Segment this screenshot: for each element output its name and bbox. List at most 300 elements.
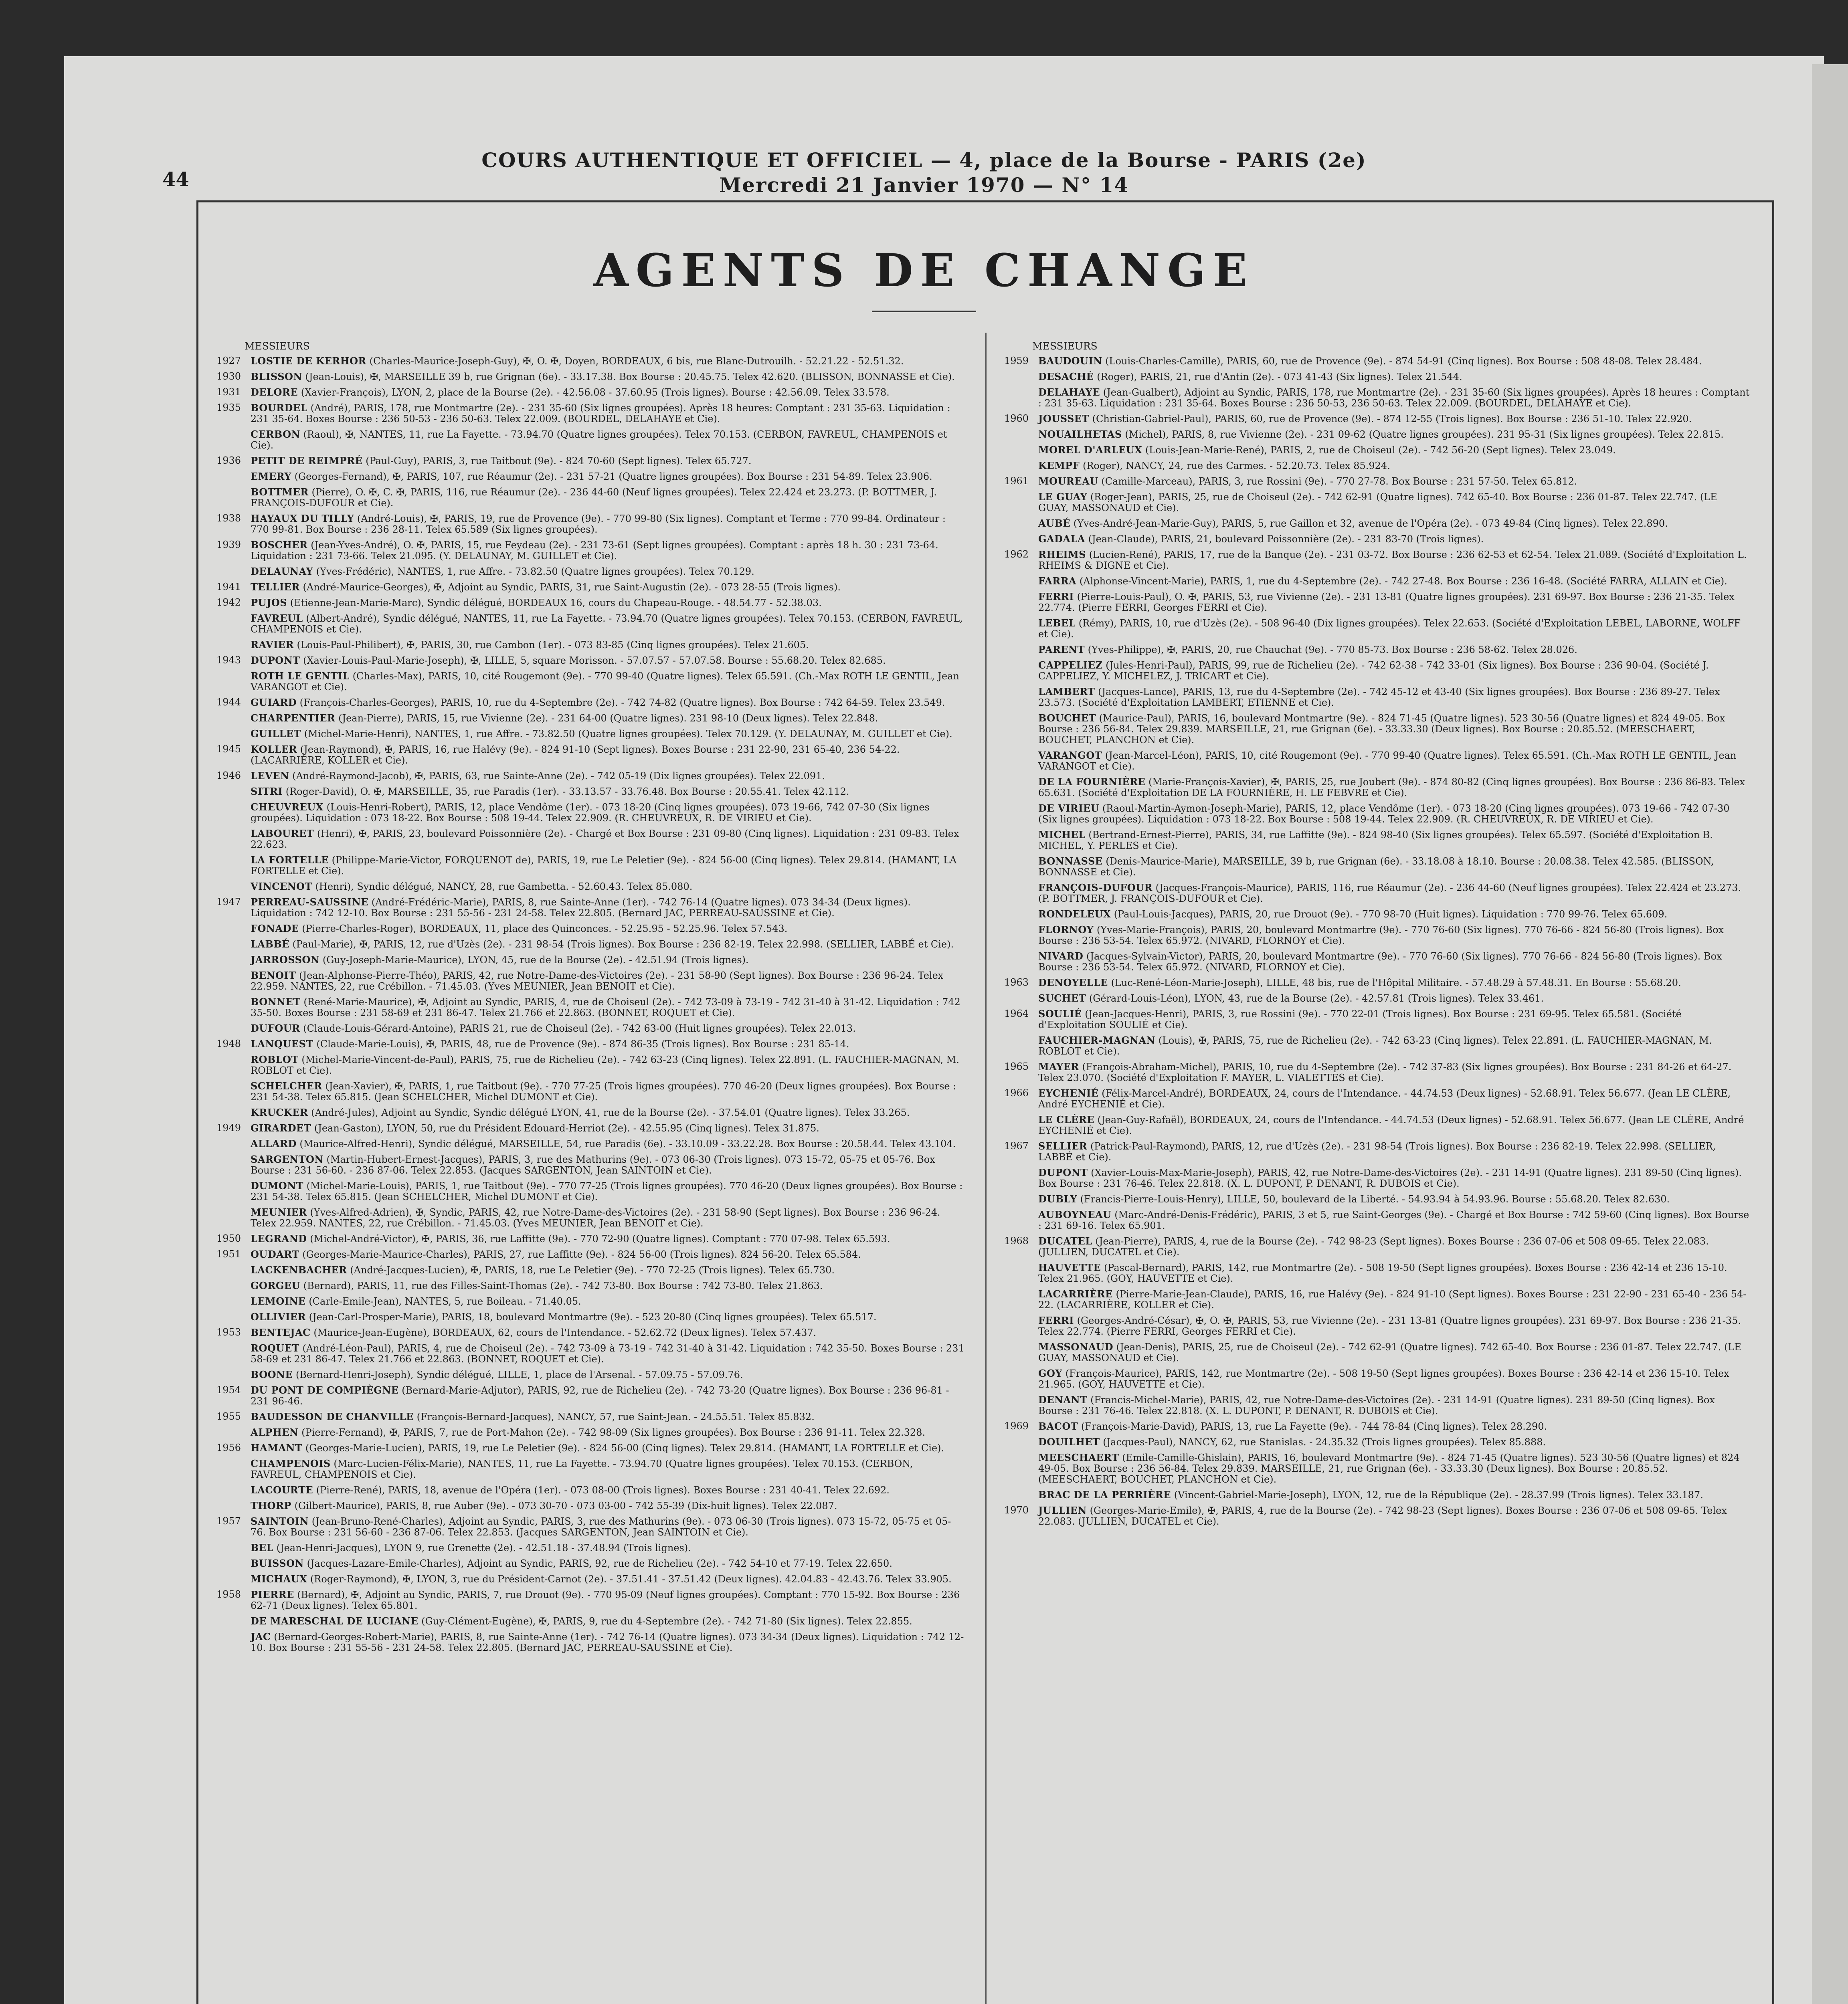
broker-entry — [1004, 576, 1750, 587]
broker-name: BUISSON — [251, 1558, 304, 1569]
right-column — [1004, 341, 1750, 1531]
broker-name: ROQUET — [251, 1342, 299, 1354]
broker-details: (Xavier-François), LYON, 2, place de la Bourse (2e). - 42.56.08 - 37.60.95 (Trois lignes). Bourse : 42.56.09. Telex 33.578. — [301, 387, 890, 398]
broker-entry — [1004, 1421, 1750, 1432]
broker-entry — [216, 786, 966, 797]
broker-details: (Xavier-Louis-Max-Marie-Joseph), PARIS, 42, rue Notre-Dame-des-Victoires (2e). - 231 14-91 (Quatre lignes). 231 89-50 (Cinq lignes). Box Bourse : 231 76-46. Telex 22.818. (X. L. DUPONT, P. DENANT, R. DUBOIS et Cie). — [1038, 1167, 1742, 1189]
broker-entry — [216, 356, 966, 367]
broker-name: PIERRE — [251, 1589, 294, 1600]
broker-entry — [1004, 1452, 1750, 1485]
broker-details: (Maurice-Alfred-Henri), Syndic délégué, MARSEILLE, 54, rue Paradis (6e). - 33.10.09 - 33.22.28. Box Bourse : 20.58.44. Telex 43.104. — [299, 1138, 956, 1149]
broker-details: (Jean-Guy-Rafaël), BORDEAUX, 24, cours de l'Intendance. - 44.74.53 (Deux lignes) - 52.68.91. Telex 56.677. (Jean LE CLÈRE, André EYCHENIÉ et Cie). — [1038, 1114, 1744, 1136]
broker-entry — [216, 1500, 966, 1511]
broker-entry — [216, 387, 966, 398]
broker-name: JARROSSON — [251, 954, 320, 966]
broker-name: CHAMPENOIS — [251, 1458, 331, 1469]
broker-entry — [216, 1485, 966, 1496]
broker-name: CHARPENTIER — [251, 712, 336, 724]
broker-name: KRUCKER — [251, 1107, 308, 1118]
broker-name: VINCENOT — [251, 881, 312, 892]
broker-details: (René-Marie-Maurice), ✠, Adjoint au Syndic, PARIS, 4, rue de Choiseul (2e). - 742 73-09 à 73-19 - 742 31-40 à 31-42. Liquidation : 742 35-50. Boxes Bourse : 231 58-69 et 231 86-47. Telex 21.766 et 22.863. (BONNET, ROQUET et Cie). — [251, 996, 960, 1018]
entry-year: 1967 — [1004, 1140, 1029, 1151]
broker-name: EMERY — [251, 471, 291, 482]
broker-entry — [216, 1107, 966, 1118]
broker-name: DUBLY — [1038, 1193, 1077, 1205]
broker-name: FLORNOY — [1038, 924, 1094, 935]
entry-year: 1950 — [216, 1233, 241, 1244]
broker-details: (Paul-Guy), PARIS, 3, rue Taitbout (9e). - 824 70-60 (Sept lignes). Telex 65.727. — [366, 455, 752, 467]
broker-name: SARGENTON — [251, 1154, 324, 1165]
broker-details: (Paul-Marie), ✠, PARIS, 12, rue d'Uzès (2e). - 231 98-54 (Trois lignes). Box Bourse : 236 82-19. Telex 22.998. (SELLIER, LABBÉ et Cie). — [292, 939, 954, 950]
broker-name: LAMBERT — [1038, 686, 1095, 697]
entry-year: 1938 — [216, 513, 241, 524]
broker-name: DUPONT — [1038, 1167, 1088, 1178]
broker-entry — [216, 1023, 966, 1034]
broker-name: DUMONT — [251, 1180, 304, 1192]
broker-name: LEBEL — [1038, 617, 1076, 629]
broker-details: (François-Maurice), PARIS, 142, rue Montmartre (2e). - 508 19-50 (Sept lignes groupées). Boxes Bourse : 236 42-14 et 236 15-10. Telex 21.965. (GOY, HAUVETTE et Cie). — [1038, 1368, 1729, 1390]
broker-entry — [216, 1369, 966, 1380]
broker-name: FARRA — [1038, 575, 1077, 587]
broker-entry — [1004, 713, 1750, 745]
broker-entry — [216, 671, 966, 693]
broker-entry — [216, 881, 966, 892]
broker-entry — [1004, 1368, 1750, 1390]
broker-details: (Jean-Yves-André), O. ✠, PARIS, 15, rue Feydeau (2e). - 231 73-61 (Sept lignes groupées). Comptant : après 18 h. 30 : 231 73-64. Liquidation : 231 73-66. Telex 21.095. (Y. DELAUNAY, M. GUILLET et Cie). — [251, 539, 938, 562]
broker-entry — [216, 566, 966, 577]
broker-entry — [1004, 1061, 1750, 1083]
broker-entry — [1004, 1262, 1750, 1284]
entry-year: 1962 — [1004, 549, 1029, 560]
broker-name: DESACHÉ — [1038, 371, 1094, 382]
broker-details: (Francis-Michel-Marie), PARIS, 42, rue Notre-Dame-des-Victoires (2e). - 231 14-91 (Quatre lignes). 231 89-50 (Cinq lignes). Box Bourse : 231 76-46. Telex 22.818. (X. L. DUPONT, P. DENANT, R. DUBOIS et Cie). — [1038, 1394, 1715, 1416]
broker-entry — [1004, 1489, 1750, 1501]
broker-entry — [216, 1343, 966, 1365]
broker-name: DE MARESCHAL DE LUCIANE — [251, 1615, 419, 1627]
broker-details: (Claude-Marie-Louis), ✠, PARIS, 48, rue de Provence (9e). - 874 86-35 (Trois lignes). Box Bourse : 231 85-14. — [316, 1038, 849, 1050]
broker-entry — [216, 855, 966, 877]
broker-entry — [1004, 1436, 1750, 1448]
broker-name: BONNET — [251, 996, 301, 1008]
broker-entry — [1004, 882, 1750, 904]
broker-name: PETIT DE REIMPRÉ — [251, 455, 363, 467]
broker-entry — [1004, 491, 1750, 513]
broker-details: (Marc-Lucien-Félix-Marie), NANTES, 11, rue La Fayette. - 73.94.70 (Quatre lignes groupées). Telex 70.153. (CERBON, FAVREUL, CHAMPENOIS et Cie). — [251, 1458, 913, 1480]
broker-entry — [1004, 476, 1750, 487]
broker-entry — [1004, 1209, 1750, 1231]
broker-entry — [1004, 1289, 1750, 1311]
broker-name: THORP — [251, 1500, 291, 1511]
broker-entry — [1004, 1035, 1750, 1057]
broker-details: (André-Jacques-Lucien), ✠, PARIS, 18, rue Le Peletier (9e). - 770 72-25 (Trois lignes). Telex 65.730. — [350, 1265, 835, 1276]
entry-year: 1930 — [216, 371, 241, 382]
header-line-1: COURS AUTHENTIQUE ET OFFICIEL — 4, place de la Bourse - PARIS (2e) — [481, 148, 1367, 172]
broker-details: (Bernard-Henri-Joseph), Syndic délégué, LILLE, 1, place de l'Arsenal. - 57.09.75 - 57.09.76. — [295, 1369, 743, 1380]
entry-year: 1970 — [1004, 1505, 1029, 1516]
broker-entry — [1004, 1194, 1750, 1205]
broker-entry — [216, 487, 966, 509]
broker-name: BOONE — [251, 1369, 293, 1380]
broker-details: (Claude-Louis-Gérard-Antoine), PARIS 21, rue de Choiseul (2e). - 742 63-00 (Huit lignes groupées). Telex 22.013. — [303, 1023, 856, 1034]
broker-entry — [1004, 1088, 1750, 1110]
entry-year: 1951 — [216, 1248, 241, 1260]
entry-year: 1964 — [1004, 1008, 1029, 1019]
broker-entry — [216, 1296, 966, 1307]
broker-entry — [216, 1233, 966, 1244]
entry-year: 1935 — [216, 402, 241, 413]
broker-details: (Jean-Alphonse-Pierre-Théo), PARIS, 42, rue Notre-Dame-des-Victoires (2e). - 231 58-90 (Sept lignes). Box Bourse : 236 96-24. Telex 22.959. NANTES, 22, rue Crébillon. - 71.45.03. (Yves MEUNIER, Jean BENOIT et Cie). — [251, 970, 944, 992]
broker-entry — [1004, 1394, 1750, 1416]
broker-name: SITRI — [251, 786, 283, 797]
broker-entry — [216, 597, 966, 608]
broker-details: (Henri), Syndic délégué, NANCY, 28, rue Gambetta. - 52.60.43. Telex 85.080. — [315, 881, 693, 892]
broker-details: (Lucien-René), PARIS, 17, rue de la Banque (2e). - 231 03-72. Box Bourse : 236 62-53 et 62-54. Telex 21.089. (Société d'Exploitation L. RHEIMS & DIGNE et Cie). — [1038, 549, 1747, 571]
broker-details: (Gérard-Louis-Léon), LYON, 43, rue de la Bourse (2e). - 42.57.81 (Trois lignes). Telex 33.461. — [1089, 993, 1544, 1004]
column-separator — [985, 333, 987, 2004]
broker-details: (Bernard-Georges-Robert-Marie), PARIS, 8, rue Sainte-Anne (1er). - 742 76-14 (Quatre lignes). 073 34-34 (Deux lignes). Liquidation : 742 12-10. Box Bourse : 231 55-56 - 231 24-58. Telex 22.805. (Bernard JAC, PERREAU-SAUSSINE et Cie). — [251, 1631, 964, 1653]
broker-name: LACOURTE — [251, 1484, 313, 1496]
broker-details: (Félix-Marcel-André), BORDEAUX, 24, cours de l'Intendance. - 44.74.53 (Deux lignes) - 52.68.91. Telex 56.677. (Jean LE CLÈRE, André EYCHENIÉ et Cie). — [1038, 1088, 1731, 1110]
broker-entry — [216, 1574, 966, 1585]
broker-details: (Georges-Marie-Maurice-Charles), PARIS, 27, rue Laffitte (9e). - 824 56-00 (Trois lignes). 824 56-20. Telex 65.584. — [302, 1249, 861, 1260]
broker-name: BAUDOUIN — [1038, 355, 1102, 367]
broker-name: FERRI — [1038, 1315, 1074, 1326]
broker-entry — [216, 713, 966, 724]
broker-name: CAPPELIEZ — [1038, 659, 1103, 671]
broker-name: DE VIRIEU — [1038, 802, 1100, 814]
broker-details: (Jacques-François-Maurice), PARIS, 116, rue Réaumur (2e). - 236 44-60 (Neuf lignes groupées). Telex 22.424 et 23.273. (P. BOTTMER, J. FRANÇOIS-DUFOUR et Cie). — [1038, 882, 1741, 904]
broker-details: (Jacques-Sylvain-Victor), PARIS, 20, boulevard Montmartre (9e). - 770 76-60 (Six lignes). 770 76-66 - 824 56-80 (Trois lignes). Box Bourse : 236 53-54. Telex 65.972. (NIVARD, FLORNOY et Cie). — [1038, 951, 1722, 973]
broker-entry — [216, 471, 966, 482]
broker-entry — [1004, 660, 1750, 682]
broker-details: (Denis-Maurice-Marie), MARSEILLE, 39 b, rue Grignan (6e). - 33.18.08 à 18.10. Bourse : 20.08.38. Telex 42.585. (BLISSON, BONNASSE et Cie). — [1038, 856, 1714, 878]
broker-details: (Rémy), PARIS, 10, rue d'Uzès (2e). - 508 96-40 (Dix lignes groupées). Telex 22.653. (Société d'Exploitation LEBEL, LABORNE, WOLFF et Cie). — [1038, 618, 1741, 640]
entry-year: 1963 — [1004, 977, 1029, 988]
entry-year: 1956 — [216, 1442, 241, 1453]
broker-entry — [216, 970, 966, 992]
broker-entry — [1004, 1236, 1750, 1258]
broker-entry — [216, 402, 966, 424]
broker-details: (Pierre-René), PARIS, 18, avenue de l'Opéra (1er). - 073 08-00 (Trois lignes). Boxes Bourse : 231 40-41. Telex 22.692. — [316, 1485, 890, 1496]
broker-details: (Jacques-Paul), NANCY, 62, rue Stanislas. - 24.35.32 (Trois lignes groupées). Telex 85.888. — [1103, 1436, 1546, 1448]
broker-name: SAINTOIN — [251, 1515, 309, 1527]
broker-entry — [1004, 429, 1750, 440]
broker-details: (Michel-Marie-Louis), PARIS, 1, rue Taitbout (9e). - 770 77-25 (Trois lignes groupées). 770 46-20 (Deux lignes groupées). Box Bourse : 231 54-38. Telex 65.815. (Jean SCHELCHER, Michel DUMONT et Cie). — [251, 1180, 963, 1202]
broker-name: MEESCHAERT — [1038, 1452, 1119, 1463]
page-title: AGENTS DE CHANGE — [593, 244, 1255, 297]
broker-name: VARANGOT — [1038, 749, 1102, 761]
broker-name: DUFOUR — [251, 1022, 300, 1034]
broker-details: (Marc-André-Denis-Frédéric), PARIS, 3 et 5, rue Saint-Georges (9e). - Chargé et Box Bourse : 742 59-60 (Cinq lignes). Box Bourse : 231 69-16. Telex 65.901. — [1038, 1209, 1749, 1231]
broker-entry — [216, 1207, 966, 1229]
broker-details: (André-Jules), Adjoint au Syndic, Syndic délégué LYON, 41, rue de la Bourse (2e). - 37.54.01 (Quatre lignes). Telex 33.265. — [311, 1107, 910, 1118]
entry-year: 1965 — [1004, 1061, 1029, 1072]
column-heading: MESSIEURS — [1032, 340, 1098, 352]
broker-details: (Raoul-Martin-Aymon-Joseph-Marie), PARIS, 12, place Vendôme (1er). - 073 18-20 (Cinq lignes groupées). 073 19-66 - 742 07-30 (Six lignes groupées). Liquidation : 073 18-22. Box Bourse : 508 19-44. Telex 22.909. (R. CHEUVREUX, R. DE VIRIEU et Cie). — [1038, 803, 1730, 825]
broker-details: (François-Abraham-Michel), PARIS, 10, rue du 4-Septembre (2e). - 742 37-83 (Six lignes groupées). Box Bourse : 231 84-26 et 64-27. Telex 23.070. (Société d'Exploitation F. MAYER, L. VIALETTES et Cie). — [1038, 1061, 1732, 1083]
broker-details: (Michel), PARIS, 8, rue Vivienne (2e). - 231 09-62 (Quatre lignes groupées). 231 95-31 (Six lignes groupées). Telex 22.815. — [1125, 429, 1724, 440]
broker-name: BENOIT — [251, 970, 296, 981]
broker-entry — [1004, 1008, 1750, 1030]
broker-name: DELORE — [251, 386, 298, 398]
broker-entry — [1004, 387, 1750, 409]
broker-name: ALLARD — [251, 1138, 297, 1149]
broker-name: BOURDEL — [251, 402, 307, 414]
entry-year: 1957 — [216, 1515, 241, 1527]
broker-details: (Georges-Marie-Emile), ✠, PARIS, 4, rue de la Bourse (2e). - 742 98-23 (Sept lignes). Boxes Bourse : 236 07-06 et 508 09-65. Telex 22.083. (JULLIEN, DUCATEL et Cie). — [1038, 1505, 1727, 1527]
broker-name: LANQUEST — [251, 1038, 313, 1050]
broker-entry — [216, 1265, 966, 1276]
broker-details: (Maurice-Paul), PARIS, 16, boulevard Montmartre (9e). - 824 71-45 (Quatre lignes). 523 30-56 (Quatre lignes) et 824 49-05. Box Bourse : 236 56-84. Telex 29.839. MARSEILLE, 21, rue Grignan (6e). - 33.33.30 (Deux lignes). Box Bourse : 20.85.52. (MEESCHAERT, BOUCHET, PLANCHON et Cie). — [1038, 713, 1725, 745]
entry-year: 1942 — [216, 597, 241, 608]
broker-name: MOREL D'ARLEUX — [1038, 444, 1142, 456]
broker-entry — [216, 429, 966, 451]
broker-name: SOULIÉ — [1038, 1008, 1082, 1020]
broker-details: (Jean-Henri-Jacques), LYON 9, rue Grenette (2e). - 42.51.18 - 37.48.94 (Trois lignes). — [276, 1542, 691, 1554]
broker-entry — [216, 1542, 966, 1554]
broker-name: KOLLER — [251, 743, 297, 755]
broker-details: (Gilbert-Maurice), PARIS, 8, rue Auber (9e). - 073 30-70 - 073 03-00 - 742 55-39 (Dix-huit lignes). Telex 22.087. — [294, 1500, 837, 1511]
broker-details: (Jean-Pierre), PARIS, 4, rue de la Bourse (2e). - 742 98-23 (Sept lignes). Boxes Bourse : 236 07-06 et 508 09-65. Telex 22.083. (JULLIEN, DUCATEL et Cie). — [1038, 1236, 1709, 1258]
broker-name: LACARRIÈRE — [1038, 1288, 1113, 1300]
broker-details: (André-Louis), ✠, PARIS, 19, rue de Provence (9e). - 770 99-80 (Six lignes). Comptant et Terme : 770 99-84. Ordinateur : 770 99-81. Box Bourse : 236 28-11. Telex 65.589 (Six lignes groupées). — [251, 513, 946, 535]
entry-year: 1955 — [216, 1411, 241, 1422]
broker-name: BLISSON — [251, 371, 302, 382]
entry-year: 1958 — [216, 1589, 241, 1600]
broker-details: (Yves-André-Jean-Marie-Guy), PARIS, 5, rue Gaillon et 32, avenue de l'Opéra (2e). - 073 49-84 (Cinq lignes). Telex 22.890. — [1073, 518, 1668, 529]
broker-details: (Jean-Raymond), ✠, PARIS, 16, rue Halévy (9e). - 824 91-10 (Sept lignes). Boxes Bourse : 231 22-90, 231 65-40, 236 54-22. (LACARRIÈRE, KOLLER et Cie). — [251, 744, 900, 766]
title-rule — [872, 311, 976, 312]
broker-entry — [216, 455, 966, 467]
broker-entry — [216, 1280, 966, 1291]
broker-name: BENTEJAC — [251, 1327, 311, 1338]
broker-name: LE GUAY — [1038, 491, 1088, 503]
entry-year: 1944 — [216, 697, 241, 708]
broker-name: LOSTIE DE KERHOR — [251, 355, 366, 367]
left-entry-list — [216, 356, 966, 1653]
broker-details: (Martin-Hubert-Ernest-Jacques), PARIS, 3, rue des Mathurins (9e). - 073 06-30 (Trois lignes). 073 15-72, 05-75 et 05-76. Box Bourse : 231 56-60. - 236 87-06. Telex 22.853. (Jacques SARGENTON, Jean SAINTOIN et Cie). — [251, 1154, 935, 1176]
broker-entry — [216, 1516, 966, 1538]
broker-details: (Henri), ✠, PARIS, 23, boulevard Poissonnière (2e). - Chargé et Box Bourse : 231 09-80 (Cinq lignes). Liquidation : 231 09-83. Telex 22.623. — [251, 828, 959, 850]
broker-details: (Pierre-Louis-Paul), O. ✠, PARIS, 53, rue Vivienne (2e). - 231 13-81 (Quatre lignes groupées). 231 69-97. Box Bourse : 236 21-35. Telex 22.774. (Pierre FERRI, Georges FERRI et Cie). — [1038, 591, 1735, 613]
right-entry-list — [1004, 356, 1750, 1527]
broker-name: RHEIMS — [1038, 549, 1086, 560]
entry-year: 1946 — [216, 770, 241, 781]
entry-year: 1954 — [216, 1384, 241, 1396]
broker-entry — [216, 1054, 966, 1076]
broker-details: (Pierre-Marie-Jean-Claude), PARIS, 16, rue Halévy (9e). - 824 91-10 (Sept lignes). Boxes Bourse : 231 22-90 - 231 65-40 - 236 54-22. (LACARRIÈRE, KOLLER et Cie). — [1038, 1289, 1747, 1311]
broker-details: (Jean-Claude), PARIS, 21, boulevard Poissonnière (2e). - 231 83-70 (Trois lignes). — [1088, 533, 1484, 545]
broker-name: LABBÉ — [251, 938, 289, 950]
broker-entry — [1004, 776, 1750, 798]
broker-name: DENANT — [1038, 1394, 1088, 1406]
broker-name: HAMANT — [251, 1442, 303, 1454]
broker-details: (Bernard), ✠, Adjoint au Syndic, PARIS, 7, rue Drouot (9e). - 770 95-09 (Neuf lignes groupées). Comptant : 770 15-92. Box Bourse : 236 62-71 (Deux lignes). Telex 65.801. — [251, 1589, 960, 1611]
broker-details: (Patrick-Paul-Raymond), PARIS, 12, rue d'Uzès (2e). - 231 98-54 (Trois lignes). Box Bourse : 236 82-19. Telex 22.998. (SELLIER, LABBÉ et Cie). — [1038, 1141, 1716, 1163]
broker-name: JULLIEN — [1038, 1505, 1087, 1516]
broker-name: AUBÉ — [1038, 517, 1071, 529]
broker-name: SELLIER — [1038, 1140, 1088, 1152]
broker-details: (Christian-Gabriel-Paul), PARIS, 60, rue de Provence (9e). - 874 12-55 (Trois lignes). Box Bourse : 236 51-10. Telex 22.920. — [1092, 413, 1692, 424]
broker-entry — [216, 1123, 966, 1134]
broker-details: (Roger-David), O. ✠, MARSEILLE, 35, rue Paradis (1er). - 33.13.57 - 33.76.48. Box Bourse : 20.55.41. Telex 42.112. — [285, 786, 849, 797]
broker-name: DELAHAYE — [1038, 386, 1100, 398]
broker-details: (Vincent-Gabriel-Marie-Joseph), LYON, 12, rue de la République (2e). - 28.37.99 (Trois lignes). Telex 33.187. — [1174, 1489, 1703, 1501]
broker-details: (Xavier-Louis-Paul-Marie-Joseph), ✠, LILLE, 5, square Morisson. - 57.07.57 - 57.07.58. Bourse : 55.68.20. Telex 82.685. — [303, 655, 886, 666]
broker-details: (Pierre-Fernand), ✠, PARIS, 7, rue de Port-Mahon (2e). - 742 98-09 (Six lignes groupées). Box Bourse : 236 91-11. Telex 22.328. — [301, 1427, 926, 1438]
entry-year: 1960 — [1004, 413, 1029, 424]
broker-details: (Roger), NANCY, 24, rue des Carmes. - 52.20.73. Telex 85.924. — [1082, 460, 1390, 471]
broker-entry — [216, 954, 966, 966]
broker-details: (Yves-Marie-François), PARIS, 20, boulevard Montmartre (9e). - 770 76-60 (Six lignes). 770 76-66 - 824 56-80 (Trois lignes). Box Bourse : 236 53-54. Telex 65.972. (NIVARD, FLORNOY et Cie). — [1038, 924, 1724, 946]
broker-details: (Pierre), O. ✠, C. ✠, PARIS, 116, rue Réaumur (2e). - 236 44-60 (Neuf lignes groupées). Telex 22.424 et 23.273. (P. BOTTMER, J. FRANÇOIS-DUFOUR et Cie). — [251, 487, 937, 509]
entry-year: 1959 — [1004, 355, 1029, 366]
broker-name: GORGEU — [251, 1280, 301, 1291]
broker-details: (Jean-Gualbert), Adjoint au Syndic, PARIS, 178, rue Montmartre (2e). - 231 35-60 (Six lignes groupées). Après 18 heures : Comptant : 231 35-63. Liquidation : 231 35-64. Boxes Bourse : 236 50-53, 236 50-63. Telex 22.009. (BOURDEL, DELAHAYE et Cie). — [1038, 387, 1750, 409]
broker-name: BRAC DE LA PERRIÈRE — [1038, 1489, 1171, 1501]
broker-details: (François-Marie-David), PARIS, 13, rue La Fayette (9e). - 744 78-84 (Cinq lignes). Telex 28.290. — [1081, 1421, 1547, 1432]
broker-details: (André-Maurice-Georges), ✠, Adjoint au Syndic, PARIS, 31, rue Saint-Augustin (2e). - 073 28-55 (Trois lignes). — [303, 582, 841, 593]
broker-details: (Yves-Frédéric), NANTES, 1, rue Affre. - 73.82.50 (Quatre lignes groupées). Telex 70.129. — [316, 566, 754, 577]
broker-entry — [216, 1154, 966, 1176]
broker-entry — [216, 744, 966, 766]
broker-entry — [1004, 829, 1750, 851]
broker-entry — [1004, 644, 1750, 655]
entry-year: 1931 — [216, 386, 241, 398]
broker-entry — [1004, 518, 1750, 529]
broker-name: BAUDESSON DE CHANVILLE — [251, 1411, 414, 1422]
broker-details: (Georges-Marie-Lucien), PARIS, 19, rue Le Peletier (9e). - 824 56-00 (Cinq lignes). Telex 29.814. (HAMANT, LA FORTELLE et Cie). — [305, 1442, 944, 1454]
broker-entry — [216, 1616, 966, 1627]
broker-details: (Louis-Charles-Camille), PARIS, 60, rue de Provence (9e). - 874 54-91 (Cinq lignes). Box Bourse : 508 48-08. Telex 28.484. — [1105, 356, 1702, 367]
broker-details: (Jean-Denis), PARIS, 25, rue de Choiseul (2e). - 742 62-91 (Quatre lignes). 742 65-40. Box Bourse : 236 01-87. Telex 22.747. (LE GUAY, MASSONAUD et Cie). — [1038, 1341, 1741, 1364]
broker-name: LEVEN — [251, 770, 289, 782]
broker-entry — [216, 1138, 966, 1149]
broker-details: (Raoul), ✠, NANTES, 11, rue La Fayette. - 73.94.70 (Quatre lignes groupées). Telex 70.153. (CERBON, FAVREUL, CHAMPENOIS et Cie). — [251, 429, 947, 451]
broker-entry — [1004, 618, 1750, 640]
broker-name: MICHAUX — [251, 1573, 307, 1585]
broker-name: SCHELCHER — [251, 1080, 322, 1092]
broker-name: RONDELEUX — [1038, 908, 1111, 920]
broker-entry — [216, 1411, 966, 1422]
broker-name: OUDART — [251, 1248, 299, 1260]
broker-entry — [216, 697, 966, 708]
broker-entry — [216, 1589, 966, 1611]
broker-name: JAC — [251, 1631, 271, 1642]
broker-entry — [216, 1311, 966, 1323]
broker-entry — [1004, 993, 1750, 1004]
broker-name: HAYAUX DU TILLY — [251, 513, 354, 524]
broker-entry — [1004, 856, 1750, 878]
broker-entry — [216, 1327, 966, 1338]
broker-entry — [1004, 1505, 1750, 1527]
broker-details: (Louis-Paul-Philibert), ✠, PARIS, 30, rue Cambon (1er). - 073 83-85 (Cinq lignes groupées). Telex 21.605. — [297, 639, 809, 650]
broker-details: (André-Léon-Paul), PARIS, 4, rue de Choiseul (2e). - 742 73-09 à 73-19 - 742 31-40 à 31-42. Liquidation : 742 35-50. Boxes Bourse : 231 58-69 et 231 86-47. Telex 21.766 et 22.863. (BONNET, ROQUET et Cie). — [251, 1343, 964, 1365]
entry-year: 1948 — [216, 1038, 241, 1049]
broker-name: CERBON — [251, 428, 300, 440]
broker-entry — [216, 1385, 966, 1407]
broker-details: (André-Raymond-Jacob), ✠, PARIS, 63, rue Sainte-Anne (2e). - 742 05-19 (Dix lignes groupées). Telex 22.091. — [292, 770, 825, 782]
broker-name: GUILLET — [251, 728, 301, 739]
broker-details: (Jean-Carl-Prosper-Marie), PARIS, 18, boulevard Montmartre (9e). - 523 20-80 (Cinq lignes groupées). Telex 65.517. — [309, 1311, 877, 1323]
broker-entry — [216, 1458, 966, 1480]
broker-details: (Camille-Marceau), PARIS, 3, rue Rossini (9e). - 770 27-78. Box Bourse : 231 57-50. Telex 65.812. — [1101, 476, 1577, 487]
broker-details: (Jacques-Lance), PARIS, 13, rue du 4-Septembre (2e). - 742 45-12 et 43-40 (Six lignes groupées). Box Bourse : 236 89-27. Telex 23.573. (Société d'Exploitation LAMBERT, ETIENNE et Cie). — [1038, 686, 1720, 708]
broker-details: (André), PARIS, 178, rue Montmartre (2e). - 231 35-60 (Six lignes groupées). Après 18 heures: Comptant : 231 35-63. Liquidation : 231 35-64. Boxes Bourse : 236 50-53 - 236 50-63. Telex 22.009. (BOURDEL, DELAHAYE et Cie). — [251, 402, 950, 424]
broker-name: FERRI — [1038, 591, 1074, 602]
broker-details: (Roger-Raymond), ✠, LYON, 3, rue du Président-Carnot (2e). - 37.51.41 - 37.51.42 (Deux lignes). 42.04.83 - 42.43.76. Telex 33.905. — [310, 1574, 952, 1585]
broker-entry — [1004, 1114, 1750, 1136]
broker-name: BOUCHET — [1038, 712, 1096, 724]
broker-entry — [216, 996, 966, 1018]
broker-name: NIVARD — [1038, 950, 1084, 962]
broker-details: (Louis-Henri-Robert), PARIS, 12, place Vendôme (1er). - 073 18-20 (Cinq lignes groupées). 073 19-66, 742 07-30 (Six lignes groupées). Liquidation : 073 18-22. Box Bourse : 508 19-44. Telex 22.909. (R. CHEUVREUX, R. DE VIRIEU et Cie). — [251, 802, 930, 824]
broker-entry — [1004, 371, 1750, 382]
entry-year: 1943 — [216, 655, 241, 666]
broker-details: (Roger-Jean), PARIS, 25, rue de Choiseul (2e). - 742 62-91 (Quatre lignes). 742 65-40. Box Bourse : 236 01-87. Telex 22.747. (LE GUAY, MASSONAUD et Cie). — [1038, 491, 1717, 513]
broker-name: RAVIER — [251, 639, 294, 650]
broker-details: (Jules-Henri-Paul), PARIS, 99, rue de Richelieu (2e). - 742 62-38 - 742 33-01 (Six lignes). Box Bourse : 236 90-04. (Société J. CAPPELIEZ, Y. MICHELEZ, J. TRICART et Cie). — [1038, 660, 1709, 682]
broker-name: LABOURET — [251, 828, 314, 839]
broker-details: (Georges-André-César), ✠, O. ✠, PARIS, 53, rue Vivienne (2e). - 231 13-81 (Quatre lignes groupées). 231 69-97. Box Bourse : 236 21-35. Telex 22.774. (Pierre FERRI, Georges FERRI et Cie). — [1038, 1315, 1741, 1337]
broker-details: (Philippe-Marie-Victor, FORQUENOT de), PARIS, 19, rue Le Peletier (9e). - 824 56-00 (Cinq lignes). Telex 29.814. (HAMANT, LA FORTELLE et Cie). — [251, 855, 957, 877]
broker-entry — [216, 613, 966, 635]
broker-details: (Louis-Jean-Marie-René), PARIS, 2, rue de Choiseul (2e). - 742 56-20 (Sept lignes). Telex 23.049. — [1145, 444, 1616, 456]
broker-name: DOUILHET — [1038, 1436, 1100, 1448]
broker-name: DENOYELLE — [1038, 977, 1108, 988]
broker-details: (Jean-Pierre), PARIS, 15, rue Vivienne (2e). - 231 64-00 (Quatre lignes). 231 98-10 (Deux lignes). Telex 22.848. — [338, 713, 878, 724]
broker-name: HAUVETTE — [1038, 1262, 1101, 1273]
broker-entry — [1004, 444, 1750, 456]
broker-details: (Michel-Marie-Henri), NANTES, 1, rue Affre. - 73.82.50 (Quatre lignes groupées). Telex 70.129. (Y. DELAUNAY, M. GUILLET et Cie). — [304, 728, 952, 739]
page-number: 44 — [162, 168, 189, 191]
next-page-edge — [1812, 64, 1848, 2004]
entry-year: 1953 — [216, 1327, 241, 1338]
broker-entry — [216, 1442, 966, 1454]
broker-entry — [216, 1427, 966, 1438]
broker-entry — [216, 897, 966, 919]
broker-entry — [1004, 686, 1750, 708]
broker-name: PARENT — [1038, 644, 1085, 655]
broker-details: (Marie-François-Xavier), ✠, PARIS, 25, rue Joubert (9e). - 874 80-82 (Cinq lignes groupées). Box Bourse : 236 86-83. Telex 65.631. (Société d'Exploitation DE LA FOURNIÈRE, H. LE FEBVRE et Cie). — [1038, 776, 1745, 798]
broker-entry — [1004, 924, 1750, 946]
broker-entry — [1004, 1167, 1750, 1189]
broker-details: (Carle-Emile-Jean), NANTES, 5, rue Boileau. - 71.40.05. — [309, 1296, 581, 1307]
broker-details: (Roger), PARIS, 21, rue d'Antin (2e). - 073 41-43 (Six lignes). Telex 21.544. — [1097, 371, 1462, 382]
entry-year: 1968 — [1004, 1235, 1029, 1246]
broker-details: (Jean-Bruno-René-Charles), Adjoint au Syndic, PARIS, 3, rue des Mathurins (9e). - 073 06-30 (Trois lignes). 073 15-72, 05-75 et 05-76. Box Bourse : 231 56-60 - 236 87-06. Telex 22.853. (Jacques SARGENTON, Jean SAINTOIN et Cie). — [251, 1516, 951, 1538]
broker-name: TELLIER — [251, 581, 300, 593]
broker-name: MICHEL — [1038, 829, 1086, 840]
entry-year: 1969 — [1004, 1420, 1029, 1432]
broker-entry — [216, 1249, 966, 1260]
broker-entry — [216, 539, 966, 562]
entry-year: 1961 — [1004, 475, 1029, 487]
broker-details: (Alphonse-Vincent-Marie), PARIS, 1, rue du 4-Septembre (2e). - 742 27-48. Box Bourse : 236 16-48. (Société FARRA, ALLAIN et Cie). — [1079, 576, 1727, 587]
broker-name: MAYER — [1038, 1061, 1079, 1073]
broker-name: BOSCHER — [251, 539, 308, 551]
broker-name: FAVREUL — [251, 612, 303, 624]
broker-entry — [1004, 977, 1750, 988]
entry-year: 1945 — [216, 743, 241, 755]
broker-name: DUCATEL — [1038, 1235, 1092, 1247]
broker-entry — [216, 1081, 966, 1103]
broker-name: BACOT — [1038, 1420, 1078, 1432]
broker-name: GADALA — [1038, 533, 1086, 545]
broker-name: GOY — [1038, 1368, 1063, 1379]
entry-year: 1949 — [216, 1122, 241, 1133]
header-line-2: Mercredi 21 Janvier 1970 — N° 14 — [719, 173, 1129, 197]
